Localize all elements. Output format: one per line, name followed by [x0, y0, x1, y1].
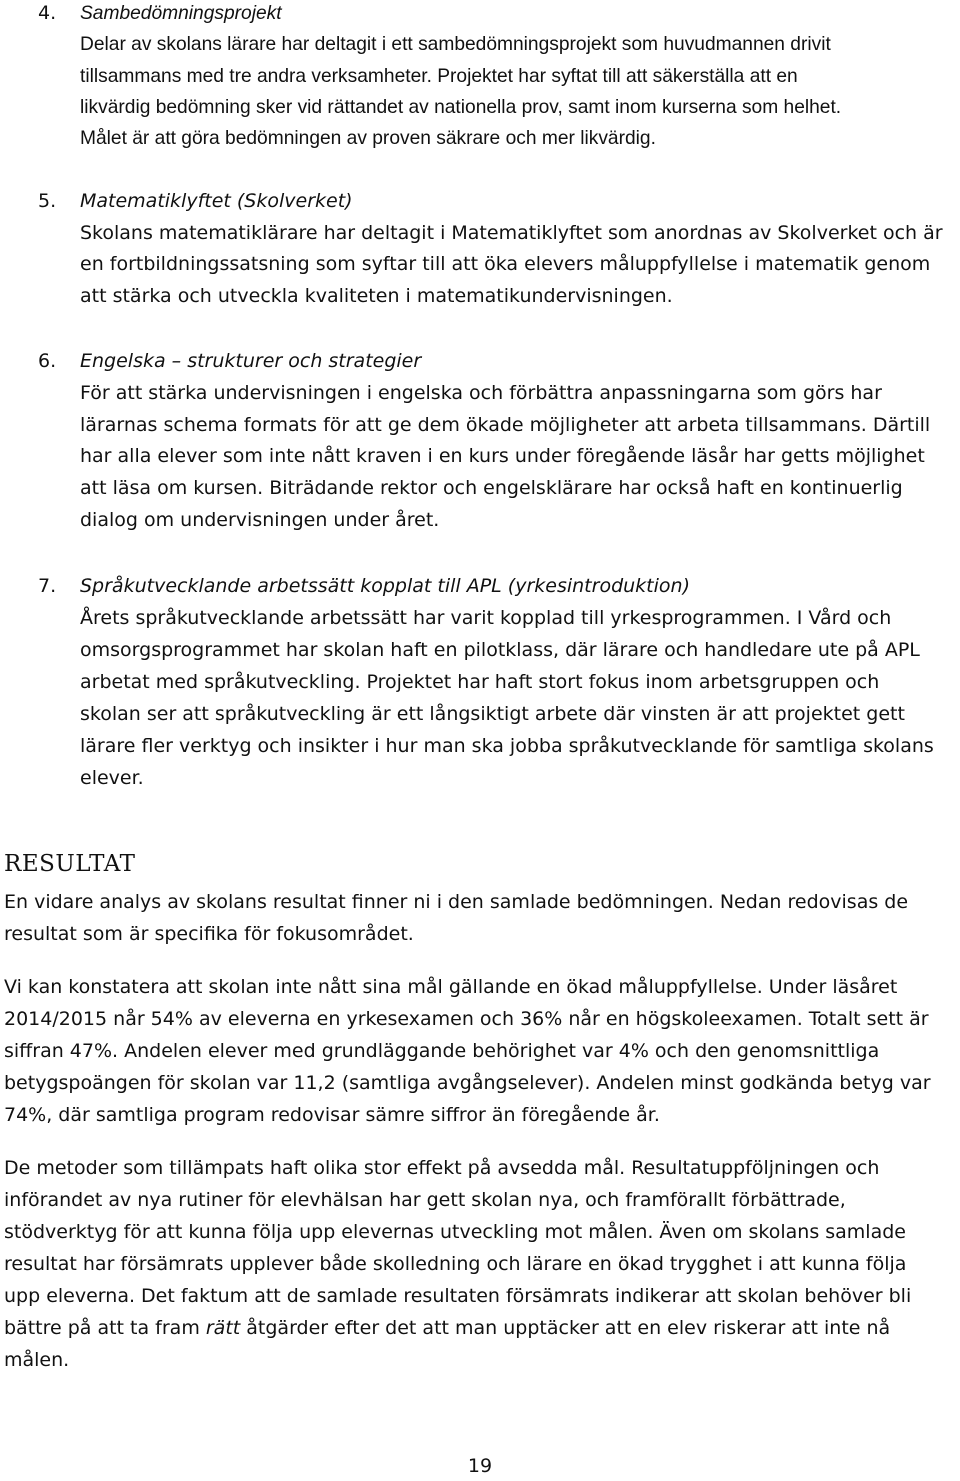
section-6-body: [80, 346, 955, 537]
section-6-line: har alla elever som inte nått kraven i en kurs under föregående läsår har getts möjlighet: [80, 445, 925, 468]
paragraph-line: stödverktyg för att kunna följa upp elevernas utveckling mot målen. Även om skolans samlade: [4, 1221, 906, 1243]
section-6-number: 6.: [38, 350, 57, 372]
section-7-line: omsorgsprogrammet har skolan haft en pilotklass, där lärare och handledare ute på APL: [80, 639, 920, 661]
section-4-title: Sambedömningsprojekt: [80, 3, 282, 24]
section-7-line: lärare fler verktyg och insikter i hur man ska jobba språkutvecklande för samtliga skolans: [80, 735, 934, 757]
section-6-line: att läsa om kursen. Biträdande rektor och engelsklärare har också haft en kontinuerlig: [80, 477, 903, 500]
paragraph-text: åtgärder efter det att man upptäcker att en elev riskerar att inte nå: [240, 1317, 891, 1339]
section-5-number: 5.: [38, 190, 57, 212]
paragraph-line: siffran 47%. Andelen elever med grundläggande behörighet var 4% och den genomsnittliga: [4, 1040, 880, 1062]
emphasis-text: rätt: [205, 1317, 241, 1339]
resultat-heading: RESULTAT: [4, 851, 136, 877]
resultat-paragraph-3: [4, 1152, 954, 1376]
resultat-paragraph-1: [4, 886, 954, 950]
section-7-line: Årets språkutvecklande arbetssätt har varit kopplad till yrkesprogrammen. I Vård och: [80, 607, 892, 629]
paragraph-line: Vi kan konstatera att skolan inte nått sina mål gällande en ökad måluppfyllelse. Under läsåret: [4, 976, 898, 998]
paragraph-line: resultat har försämrats upplever både skolledning och lärare en ökad trygghet i att kunna följa: [4, 1253, 907, 1275]
section-5-title: Matematiklyftet (Skolverket): [80, 190, 353, 212]
paragraph-line: De metoder som tillämpats haft olika stor effekt på avsedda mål. Resultatuppföljningen och: [4, 1157, 880, 1179]
paragraph-line: [4, 1312, 954, 1344]
paragraph-line: upp eleverna. Det faktum att de samlade resultaten försämrats indikerar att skolan behöver bli: [4, 1285, 912, 1307]
section-7-body: [80, 570, 955, 794]
section-4-body: [80, 0, 955, 154]
paragraph-text: bättre på att ta fram: [4, 1317, 206, 1339]
paragraph-line: resultat som är specifika för fokusområdet.: [4, 923, 414, 945]
paragraph-line: 2014/2015 når 54% av eleverna en yrkesexamen och 36% når en högskoleexamen. Totalt sett är: [4, 1008, 929, 1030]
section-4-line: Målet är att göra bedömningen av proven säkrare och mer likvärdig.: [80, 128, 656, 150]
page-number: 19: [467, 1455, 493, 1477]
section-4-line: tillsammans med tre andra verksamheter. Projektet har syftat till att säkerställa att en: [80, 65, 798, 87]
paragraph-line: betygspoängen för skolan var 11,2 (samtliga avgångselever). Andelen minst godkända betyg var: [4, 1072, 931, 1094]
section-6-line: dialog om undervisningen under året.: [80, 508, 440, 531]
paragraph-line: En vidare analys av skolans resultat finner ni i den samlade bedömningen. Nedan redovisas de: [4, 891, 909, 913]
paragraph-line: 74%, där samtliga program redovisar sämre siffror än föregående år.: [4, 1104, 660, 1126]
section-4-line: Delar av skolans lärare har deltagit i ett sambedömningsprojekt som huvudmannen drivit: [80, 34, 831, 56]
section-4-line: likvärdig bedömning sker vid rättandet av nationella prov, samt inom kurserna som helhet.: [80, 96, 842, 118]
section-7-line: elever.: [80, 767, 144, 789]
section-7-title: Språkutvecklande arbetssätt kopplat till APL (yrkesintroduktion): [80, 575, 690, 597]
section-5-line: att stärka och utveckla kvaliteten i matematikundervisningen.: [80, 284, 673, 307]
section-7-line: skolan ser att språkutveckling är ett långsiktigt arbete där vinsten är att projektet gett: [80, 703, 905, 725]
section-6-line: För att stärka undervisningen i engelska och förbättra anpassningarna som görs har: [80, 381, 882, 404]
paragraph-line: införandet av nya rutiner för elevhälsan har gett skolan nya, och framförallt förbättrade,: [4, 1189, 846, 1211]
section-5-body: [80, 186, 955, 312]
section-7-line: arbetat med språkutveckling. Projektet har haft stort fokus inom arbetsgruppen och: [80, 671, 880, 693]
resultat-paragraph-2: [4, 971, 954, 1131]
section-4-number: 4.: [38, 2, 57, 24]
section-6-line: lärarnas schema formats för att ge dem ökade möjligheter att arbeta tillsammans. Därtill: [80, 413, 931, 436]
section-5-line: en fortbildningssatsning som syftar till att öka elevers måluppfyllelse i matematik genom: [80, 253, 931, 276]
section-7-number: 7.: [38, 575, 57, 597]
paragraph-line: målen.: [4, 1349, 70, 1371]
section-5-line: Skolans matematiklärare har deltagit i Matematiklyftet som anordnas av Skolverket och är: [80, 221, 943, 244]
section-6-title: Engelska – strukturer och strategier: [80, 350, 422, 372]
